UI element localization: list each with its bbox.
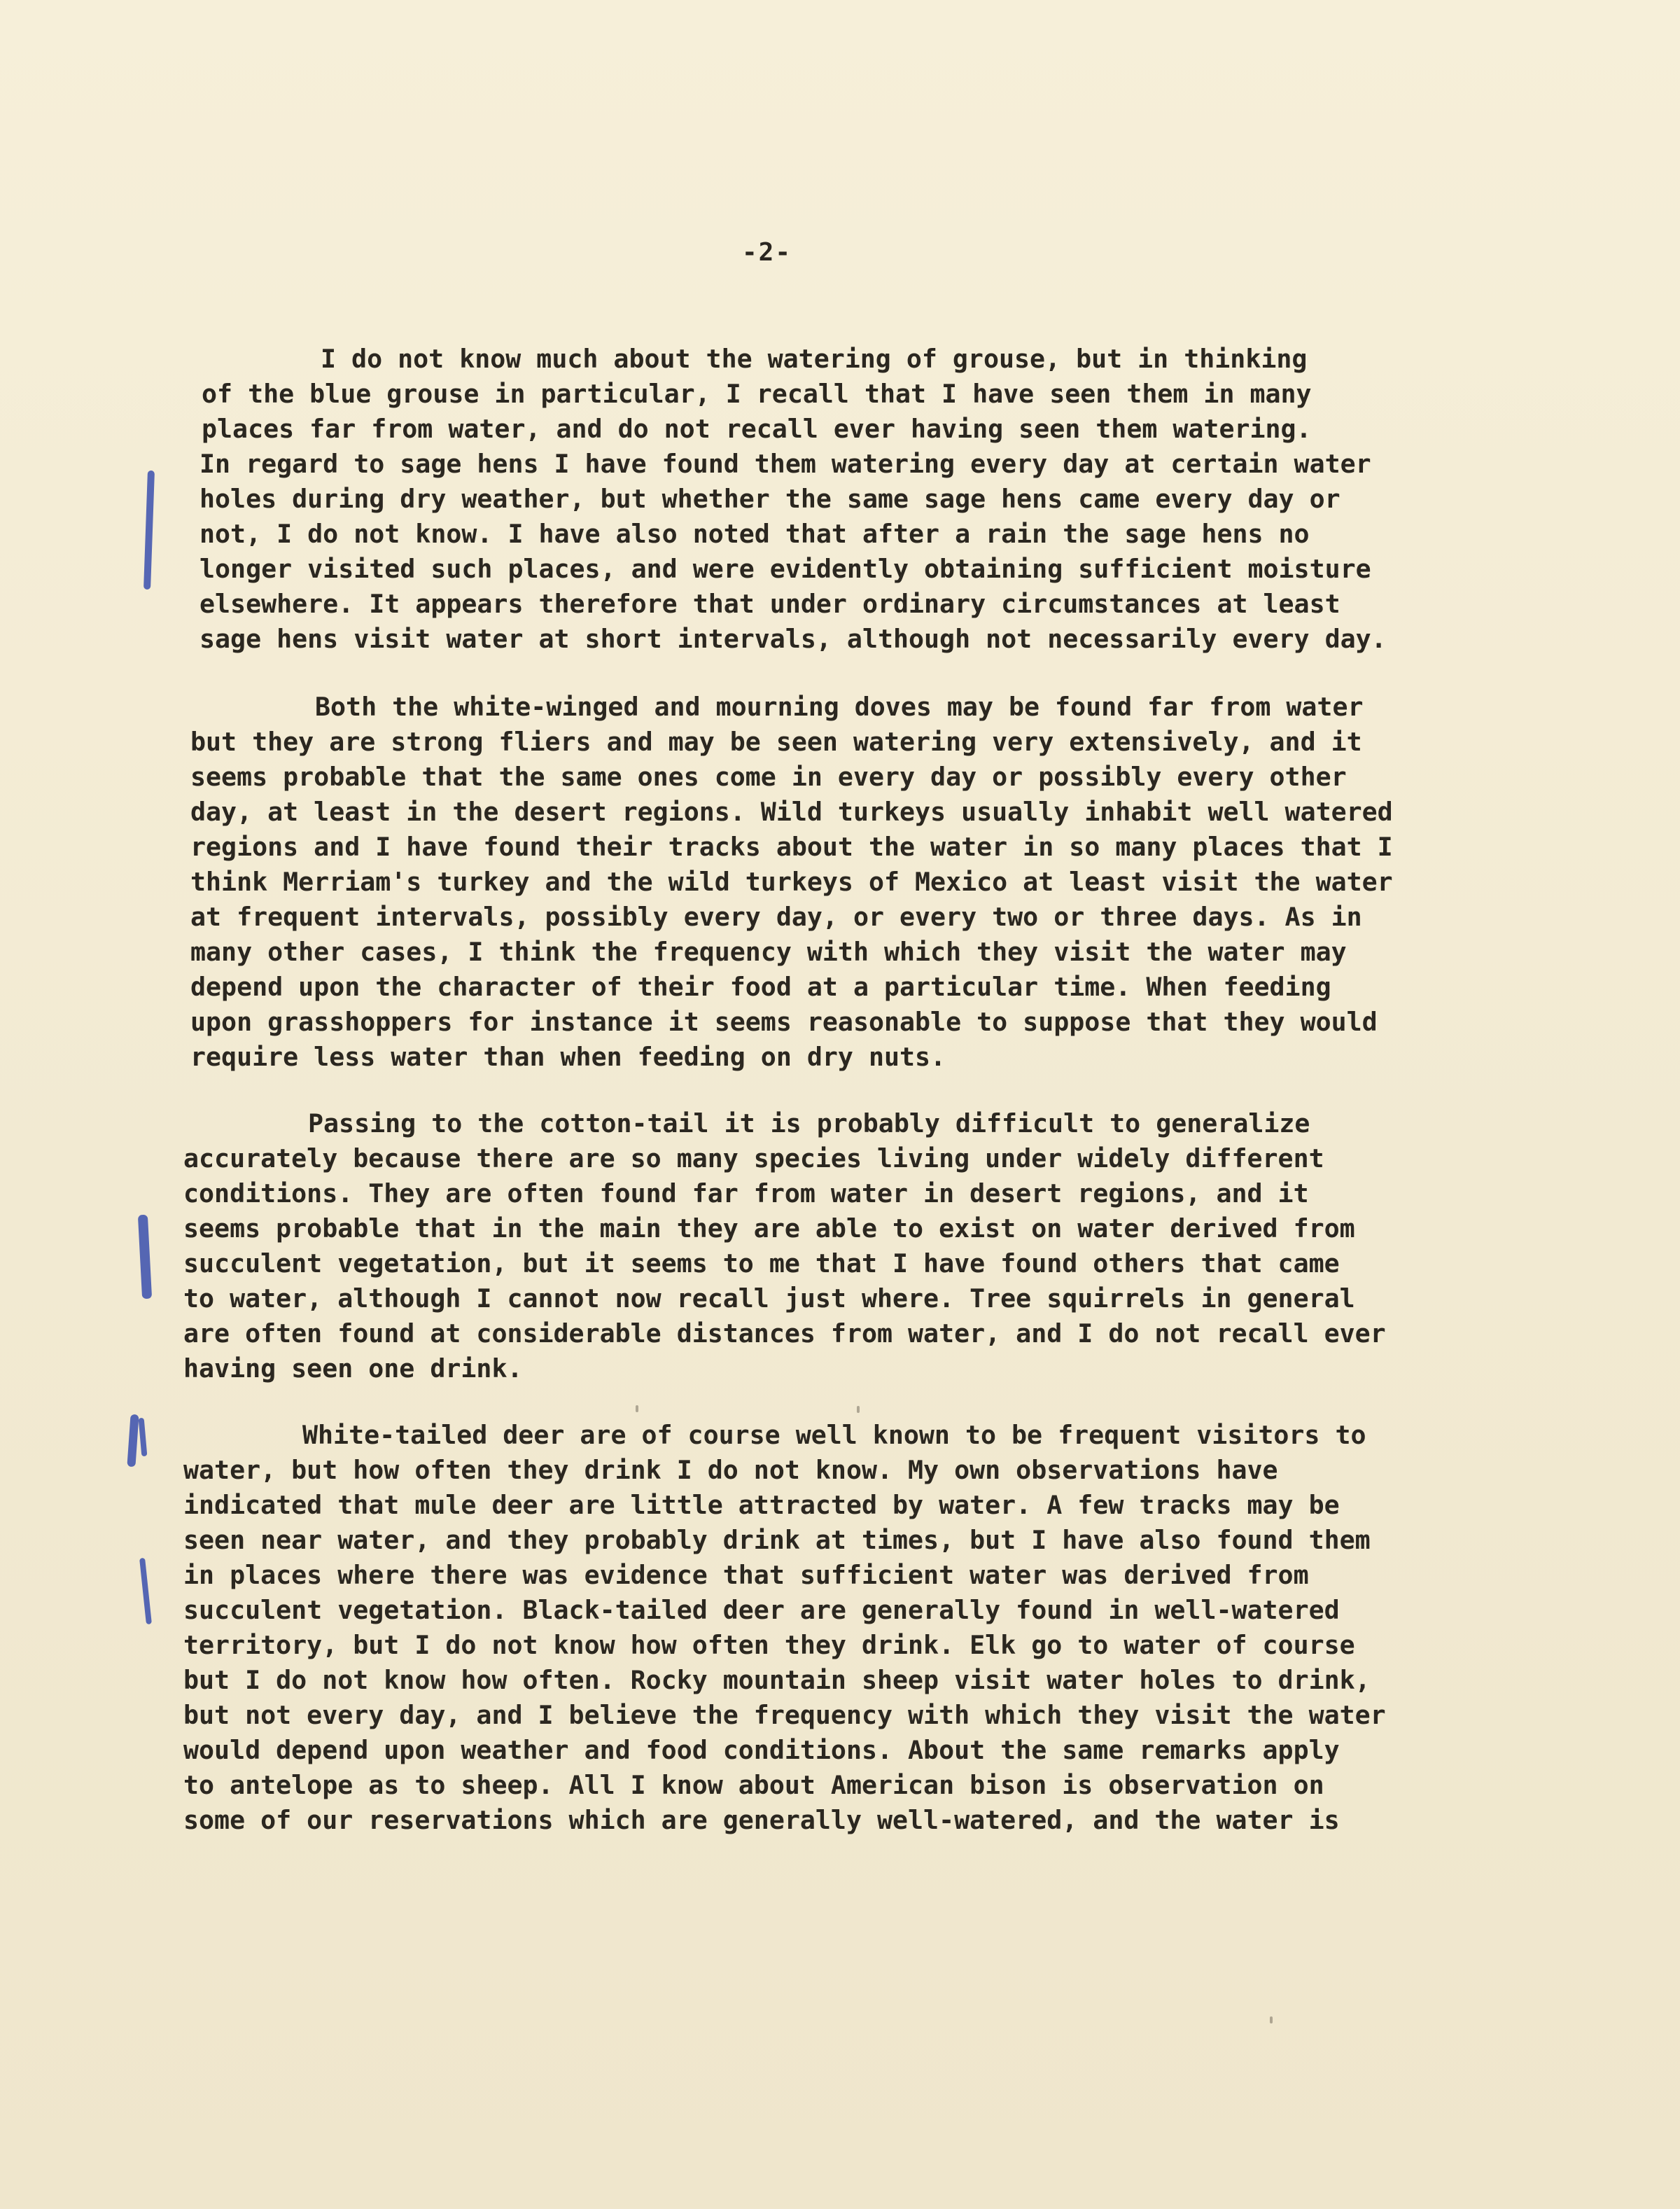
text-line: seems probable that the same ones come in every day or possibly every other: [190, 762, 1347, 792]
text-line: seems probable that in the main they are able to exist on water derived from: [183, 1213, 1355, 1243]
paper-speck: [636, 1405, 638, 1412]
text-line: not, I do not know. I have also noted that after a rain the sage hens no: [200, 519, 1310, 549]
text-line: Passing to the cotton-tail it is probably difficult to generalize: [308, 1108, 1310, 1138]
text-line: sage hens visit water at short intervals, although not necessarily every day.: [200, 624, 1387, 654]
text-line: many other cases, I think the frequency with which they visit the water may: [190, 937, 1347, 967]
text-line: indicated that mule deer are little attracted by water. A few tracks may be: [183, 1490, 1340, 1520]
text-line: would depend upon weather and food conditions. About the same remarks apply: [183, 1735, 1340, 1765]
text-line: longer visited such places, and were evidently obtaining sufficient moisture: [200, 554, 1371, 584]
text-line: elsewhere. It appears therefore that under ordinary circumstances at least: [200, 589, 1340, 619]
text-line: succulent vegetation, but it seems to me that I have found others that came: [183, 1248, 1340, 1278]
text-line: are often found at considerable distances from water, and I do not recall ever: [183, 1318, 1386, 1349]
text-line: some of our reservations which are generally well-watered, and the water is: [183, 1805, 1340, 1835]
text-line: at frequent intervals, possibly every day, or every two or three days. As in: [190, 902, 1362, 932]
text-line: to antelope as to sheep. All I know about American bison is observation on: [183, 1770, 1324, 1800]
text-line: White-tailed deer are of course well known to be frequent visitors to: [302, 1420, 1366, 1450]
text-line: depend upon the character of their food at a particular time. When feeding: [190, 972, 1331, 1002]
text-line: require less water than when feeding on dry nuts.: [190, 1042, 946, 1072]
margin-mark-pencil: [139, 1418, 148, 1456]
text-line: succulent vegetation. Black-tailed deer are generally found in well-watered: [183, 1595, 1340, 1625]
text-line: upon grasshoppers for instance it seems reasonable to suppose that they would: [190, 1007, 1378, 1037]
text-line: Both the white-winged and mourning doves may be found far from water: [315, 692, 1364, 722]
text-line: to water, although I cannot now recall just where. Tree squirrels in general: [183, 1283, 1355, 1313]
text-line: In regard to sage hens I have found them watering every day at certain water: [200, 449, 1371, 479]
text-line: conditions. They are often found far from water in desert regions, and it: [183, 1178, 1309, 1208]
margin-mark-pencil: [144, 471, 155, 590]
text-line: seen near water, and they probably drink at times, but I have also found them: [183, 1525, 1371, 1555]
text-line: think Merriam's turkey and the wild turkeys of Mexico at least visit the water: [190, 867, 1393, 897]
text-line: in places where there was evidence that sufficient water was derived from: [183, 1560, 1309, 1590]
text-line: territory, but I do not know how often they drink. Elk go to water of course: [183, 1630, 1355, 1660]
margin-mark-pencil: [139, 1558, 152, 1624]
page-number: -2-: [742, 238, 792, 267]
text-line: having seen one drink.: [183, 1353, 523, 1384]
text-line: water, but how often they drink I do not know. My own observations have: [183, 1455, 1278, 1485]
text-line: accurately because there are so many species living under widely different: [183, 1143, 1324, 1173]
text-line: but I do not know how often. Rocky mountain sheep visit water holes to drink,: [183, 1665, 1371, 1695]
text-line: day, at least in the desert regions. Wild turkeys usually inhabit well watered: [190, 797, 1393, 827]
paper-speck: [1270, 2016, 1273, 2023]
text-line: holes during dry weather, but whether the same sage hens came every day or: [200, 484, 1340, 514]
paper-speck: [857, 1406, 860, 1413]
text-line: but not every day, and I believe the frequency with which they visit the water: [183, 1700, 1386, 1730]
text-line: of the blue grouse in particular, I recall that I have seen them in many: [202, 379, 1312, 409]
text-line: but they are strong fliers and may be seen watering very extensively, and it: [190, 727, 1362, 757]
margin-mark-pencil: [127, 1414, 139, 1468]
margin-mark-pencil: [138, 1215, 152, 1299]
text-line: I do not know much about the watering of grouse, but in thinking: [321, 344, 1308, 374]
text-line: places far from water, and do not recall ever having seen them watering.: [202, 414, 1312, 444]
text-line: regions and I have found their tracks about the water in so many places that I: [190, 832, 1393, 862]
